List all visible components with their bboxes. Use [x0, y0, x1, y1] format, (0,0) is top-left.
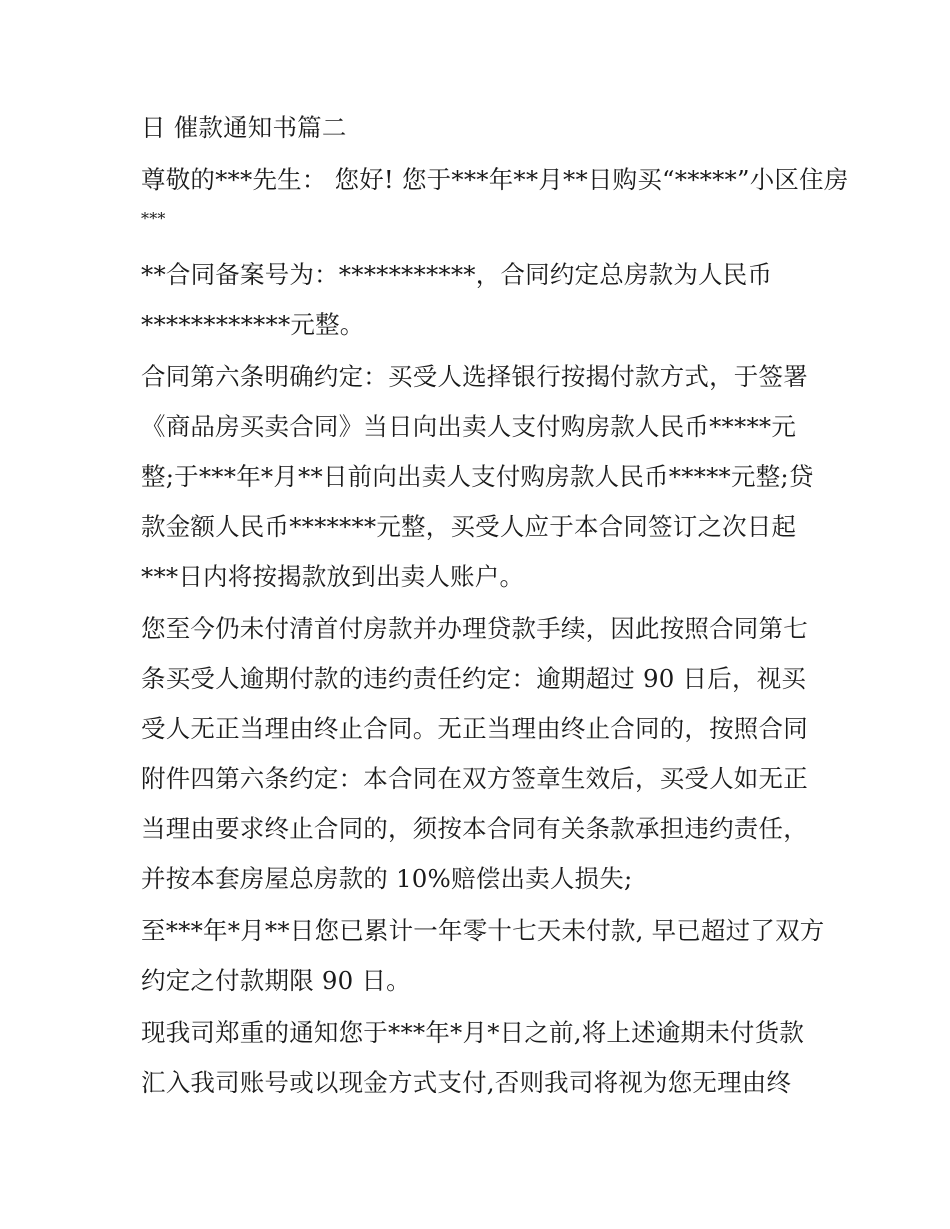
text-line: 整;于***年*月**日前向出卖人支付购房款人民币*****元整;贷: [141, 462, 814, 491]
text-line: **合同备案号为：***********，合同约定总房款为人民币: [141, 260, 773, 289]
text-line: ************元整。: [141, 310, 365, 339]
text-line: 至***年*月**日您已累计一年零十七天未付款, 早已超过了双方: [141, 916, 825, 945]
text-line: 您至今仍未付清首付房款并办理贷款手续，因此按照合同第七: [141, 614, 808, 643]
text-line: 条买受人逾期付款的违约责任约定：逾期超过 90 日后，视买: [141, 664, 807, 693]
text-line: 合同第六条明确约定：买受人选择银行按揭付款方式，于签署: [141, 362, 808, 391]
text-line: 附件四第六条约定：本合同在双方签章生效后，买受人如无正: [141, 764, 808, 793]
text-line: 尊敬的***先生： 您好! 您于***年**月**日购买“*****”小区住房: [141, 165, 849, 194]
text-line: 《商品房买卖合同》当日向出卖人支付购房款人民币*****元: [141, 412, 797, 441]
text-line: 受人无正当理由终止合同。无正当理由终止合同的，按照合同: [141, 714, 808, 743]
text-line: 当理由要求终止合同的，须按本合同有关条款承担违约责任，: [141, 814, 808, 843]
text-line: 并按本套房屋总房款的 10%赔偿出卖人损失;: [141, 864, 633, 893]
text-line: 现我司郑重的通知您于***年*月*日之前,将上述逾期未付货款: [141, 1018, 805, 1047]
text-line: ***日内将按揭款放到出卖人账户。: [141, 562, 525, 591]
document-heading: 日 催款通知书篇二: [141, 113, 347, 142]
text-line: 款金额人民币*******元整，买受人应于本合同签订之次日起: [141, 512, 797, 541]
text-line: 汇入我司账号或以现金方式支付,否则我司将视为您无理由终: [141, 1068, 792, 1097]
text-line: 约定之付款期限 90 日。: [141, 966, 411, 995]
text-line: ***: [141, 209, 166, 228]
